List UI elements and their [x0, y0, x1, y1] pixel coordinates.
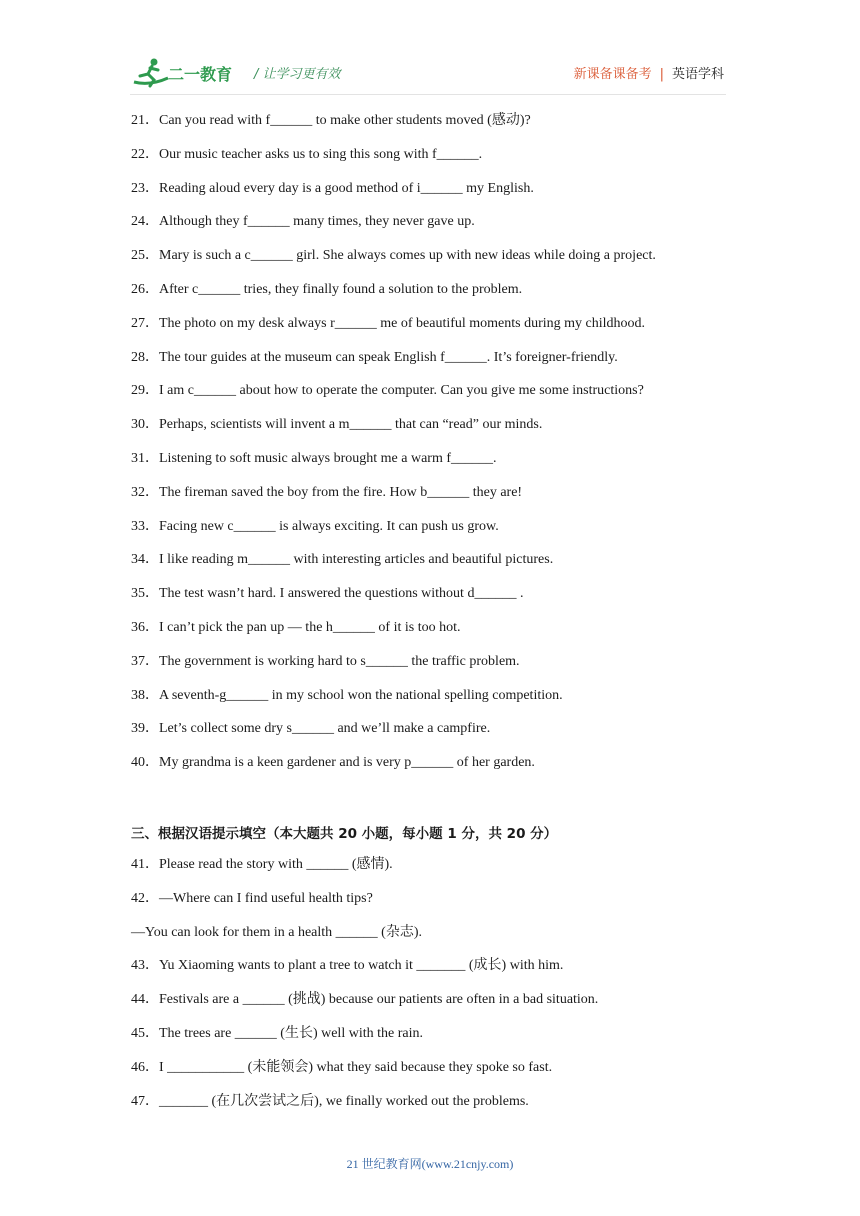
question-number: 35． [131, 586, 159, 602]
question-text: After c______ tries, they finally found a solution to the problem. [159, 282, 523, 297]
question-text: —You can look for them in a health ______ (杂志). [131, 924, 422, 940]
question-item [131, 687, 563, 705]
question-item [131, 382, 644, 400]
question-item [131, 924, 422, 942]
question-text: I can’t pick the pan up — the h______ of it is too hot. [159, 620, 461, 635]
question-item [131, 484, 522, 502]
question-number: 36． [131, 620, 159, 635]
question-text: Reading aloud every day is a good method of i______ my English. [159, 180, 534, 196]
logo-text: 二一教育 [168, 65, 233, 84]
question-item [131, 890, 373, 908]
question-number: 27． [131, 315, 159, 331]
course-label: 新课备课备考 [573, 67, 652, 82]
question-text: Can you read with f______ to make other students moved (感动)? [159, 113, 531, 128]
header-separator: | [659, 67, 664, 82]
question-text: My grandma is a keen gardener and is very p______ of her garden. [159, 755, 535, 771]
question-text: Mary is such a c______ girl. She always comes up with new ideas while doing a project. [159, 248, 656, 264]
question-number: 47． [131, 1093, 159, 1109]
question-item [131, 315, 645, 333]
question-text: The test wasn’t hard. I answered the questions without d______ . [159, 586, 524, 602]
question-number: 39． [131, 721, 159, 737]
question-item [131, 349, 618, 367]
question-number: 41． [131, 857, 159, 872]
question-number: 22． [131, 146, 159, 162]
question-number: 45． [131, 1026, 159, 1041]
question-number: 33． [131, 518, 159, 534]
question-text: Please read the story with ______ (感情). [159, 857, 393, 872]
question-item [131, 585, 523, 603]
slogan: / 让学习更有效 [254, 67, 341, 82]
question-text: _______ (在几次尝试之后), we finally worked out the problems. [159, 1093, 529, 1109]
page-header [130, 52, 730, 96]
question-text: Listening to soft music always brought me a warm f______. [159, 451, 497, 466]
question-item [131, 856, 393, 874]
question-text: The trees are ______ (生长) well with the rain. [159, 1026, 423, 1041]
logo-icon [130, 56, 242, 90]
question-text: The government is working hard to s______ the traffic problem. [159, 653, 520, 669]
question-item [131, 754, 535, 772]
question-number: 25． [131, 248, 159, 264]
question-item [131, 146, 482, 164]
question-text: Perhaps, scientists will invent a m______ that can “read” our minds. [159, 417, 543, 433]
question-text: Yu Xiaoming wants to plant a tree to watch it _______ (成长) with him. [159, 958, 564, 974]
question-text: The tour guides at the museum can speak English f______. It’s foreigner-friendly. [159, 349, 618, 365]
question-number: 30． [131, 417, 159, 433]
question-item [131, 619, 460, 637]
question-text: The photo on my desk always r______ me of beautiful moments during my childhood. [159, 315, 646, 331]
question-item [131, 1025, 423, 1043]
question-number: 28． [131, 349, 159, 365]
question-text: Let’s collect some dry s______ and we’ll make a campfire. [159, 721, 491, 737]
question-number: 40． [131, 755, 159, 771]
question-item [131, 991, 598, 1009]
question-number: 42． [131, 890, 159, 906]
subject-label: 英语学科 [671, 67, 724, 82]
question-item [131, 1093, 529, 1111]
question-item [131, 450, 497, 468]
question-number: 43． [131, 958, 159, 974]
question-item [131, 180, 534, 198]
question-number: 44． [131, 992, 159, 1008]
question-number: 29． [131, 383, 159, 399]
question-text: I like reading m______ with interesting articles and beautiful pictures. [159, 552, 554, 568]
question-item [131, 518, 499, 536]
question-number: 24． [131, 214, 159, 230]
question-text: Although they f______ many times, they never gave up. [159, 214, 475, 230]
question-text: A seventh-g______ in my school won the national spelling competition. [159, 687, 563, 703]
question-number: 46． [131, 1059, 159, 1075]
question-number: 23． [131, 180, 159, 196]
section-title: 三、根据汉语提示填空（本大题共 20 小题，每小题 1 分，共 20 分） [131, 826, 558, 842]
question-number: 32． [131, 484, 159, 500]
question-text: I ___________ (未能领会) what they said because they spoke so fast. [159, 1059, 553, 1075]
question-item [131, 416, 542, 434]
question-number: 26． [131, 282, 159, 297]
question-number: 31． [131, 451, 159, 466]
question-item [131, 213, 475, 231]
header-divider [130, 94, 726, 95]
question-number: 37． [131, 653, 159, 669]
question-text: Festivals are a ______ (挑战) because our patients are often in a bad situation. [159, 992, 599, 1008]
question-item [131, 551, 553, 569]
question-text: Our music teacher asks us to sing this song with f______. [159, 146, 483, 162]
question-item [131, 247, 656, 265]
question-item [131, 1059, 552, 1077]
question-text: The fireman saved the boy from the fire. How b______ they are! [159, 484, 523, 500]
page-footer: 21 世纪教育网(www.21cnjy.com) [346, 1157, 514, 1171]
question-item [131, 112, 531, 130]
question-item [131, 281, 522, 299]
question-item [131, 720, 490, 738]
question-number: 21． [131, 113, 159, 128]
question-number: 34． [131, 552, 159, 568]
question-item [131, 957, 563, 975]
question-number: 38． [131, 687, 159, 703]
question-text: —Where can I find useful health tips? [159, 890, 373, 906]
question-text: I am c______ about how to operate the computer. Can you give me some instructions? [159, 383, 644, 399]
header-right [574, 63, 724, 82]
question-text: Facing new c______ is always exciting. It can push us grow. [159, 518, 499, 534]
question-item [131, 653, 520, 671]
